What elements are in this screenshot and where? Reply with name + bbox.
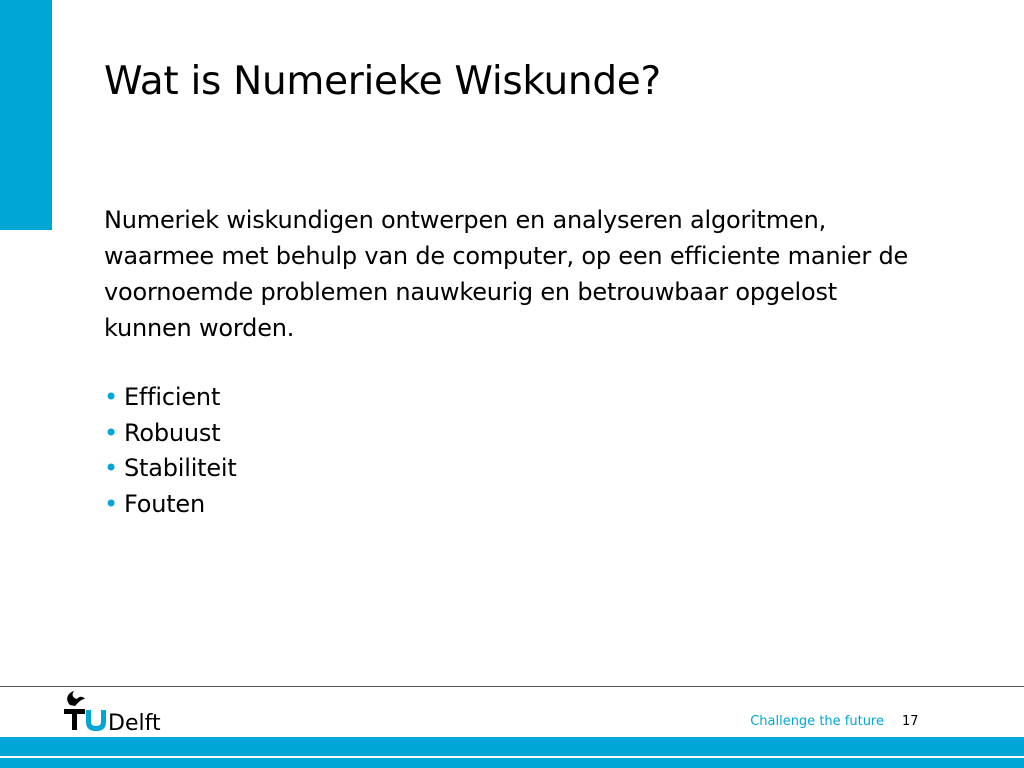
bullet-icon: • bbox=[104, 418, 118, 447]
page-number: 17 bbox=[902, 714, 919, 729]
slide-title: Wat is Numerieke Wiskunde? bbox=[104, 59, 661, 104]
bullet-text: Robuust bbox=[123, 418, 221, 447]
footer-band-line bbox=[0, 756, 1024, 758]
bullet-list bbox=[104, 380, 924, 522]
footer-tagline: Challenge the future bbox=[750, 714, 884, 729]
svg-text:Delft: Delft bbox=[108, 711, 161, 734]
slide-body bbox=[104, 202, 924, 522]
bullet-icon: • bbox=[104, 454, 118, 482]
list-item bbox=[104, 451, 924, 487]
list-item bbox=[104, 487, 924, 523]
body-paragraph: Numeriek wiskundigen ontwerpen en analyseren algoritmen, waarmee met behulp van de computer, op een efficiente manier de voornoemde problemen nauwkeurig en betrouwbaar opgelost kunnen worden. bbox=[104, 206, 909, 342]
list-item bbox=[104, 416, 924, 452]
bullet-icon: • bbox=[104, 383, 118, 411]
bullet-text: Fouten bbox=[123, 489, 205, 518]
bullet-text: Stabiliteit bbox=[123, 454, 237, 482]
tu-delft-logo-icon bbox=[60, 690, 170, 734]
footer-band bbox=[0, 737, 1024, 768]
list-item bbox=[104, 380, 924, 416]
footer-divider bbox=[0, 686, 1024, 687]
bullet-text: Efficient bbox=[123, 383, 221, 411]
bullet-icon: • bbox=[104, 489, 118, 518]
accent-bar bbox=[0, 0, 52, 230]
